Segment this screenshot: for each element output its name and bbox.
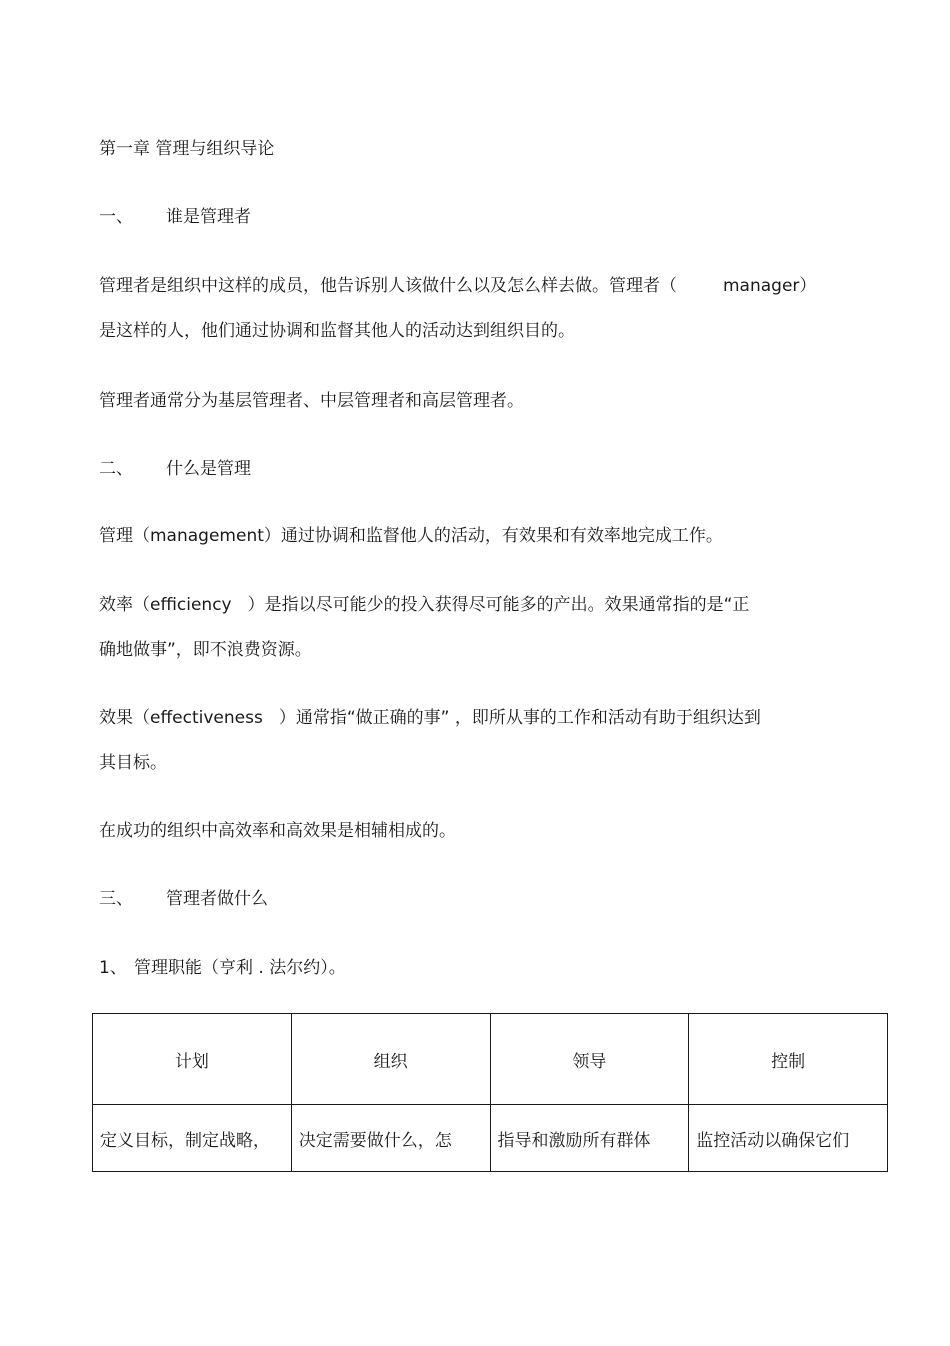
section-heading-3: [99, 887, 268, 911]
paragraph-text: 效率（: [99, 595, 150, 615]
paragraph-text: 管理者是组织中这样的成员，他告诉别人该做什么以及怎么样去做。管理者（: [99, 276, 677, 296]
subheading-management-functions: [99, 956, 346, 980]
paragraph-text: ）通过协调和监督他人的活动，有效果和有效率地完成工作。: [263, 526, 723, 546]
section-title: 什么是管理: [166, 459, 251, 479]
section-heading-1: [99, 205, 251, 229]
term-management: management: [150, 526, 264, 546]
paragraph-management-def: [99, 524, 723, 548]
paragraph-manager-def-line2: 是这样的人，他们通过协调和监督其他人的活动达到组织目的。: [99, 321, 575, 341]
table-cell: 监控活动以确保它们: [689, 1105, 888, 1172]
chapter-title: 第一章 管理与组织导论: [99, 139, 275, 159]
paragraph-text: 效果（: [99, 708, 150, 728]
table-row: [93, 1105, 888, 1172]
paragraph-manager-levels: 管理者通常分为基层管理者、中层管理者和高层管理者。: [99, 391, 524, 411]
management-functions-table: [92, 1013, 888, 1172]
sub-number: 1、: [99, 958, 127, 978]
table-cell: 指导和激励所有群体: [490, 1105, 689, 1172]
sub-title: 管理职能（亨利 . 法尔约）。: [134, 958, 346, 978]
section-number: 一、: [99, 207, 133, 227]
section-heading-2: [99, 457, 251, 481]
table-header-cell: 组织: [291, 1014, 490, 1105]
term-efficiency: efficiency: [150, 595, 232, 615]
paragraph-manager-def-line1: [99, 274, 816, 298]
table-header-cell: 计划: [93, 1014, 292, 1105]
section-number: 三、: [99, 889, 133, 909]
paragraph-text: 管理（: [99, 526, 150, 546]
paragraph-efficiency-line2: 确地做事”，即不浪费资源。: [99, 640, 312, 660]
paragraph-effectiveness-line1: [99, 706, 761, 730]
term-manager: manager）: [723, 276, 817, 296]
section-number: 二、: [99, 459, 133, 479]
table-header-cell: 控制: [689, 1014, 888, 1105]
table-header-row: [93, 1014, 888, 1105]
paragraph-text: ）通常指“做正确的事” ，即所从事的工作和活动有助于组织达到: [278, 708, 761, 728]
table-header-cell: 领导: [490, 1014, 689, 1105]
table-cell: 决定需要做什么，怎: [291, 1105, 490, 1172]
paragraph-text: ）是指以尽可能少的投入获得尽可能多的产出。效果通常指的是“正: [247, 595, 750, 615]
section-title: 谁是管理者: [166, 207, 251, 227]
section-title: 管理者做什么: [166, 889, 268, 909]
term-effectiveness: effectiveness: [150, 708, 263, 728]
paragraph-summary: 在成功的组织中高效率和高效果是相辅相成的。: [99, 821, 456, 841]
paragraph-efficiency-line1: [99, 593, 749, 617]
paragraph-effectiveness-line2: 其目标。: [99, 753, 167, 773]
table-cell: 定义目标，制定战略，: [93, 1105, 292, 1172]
